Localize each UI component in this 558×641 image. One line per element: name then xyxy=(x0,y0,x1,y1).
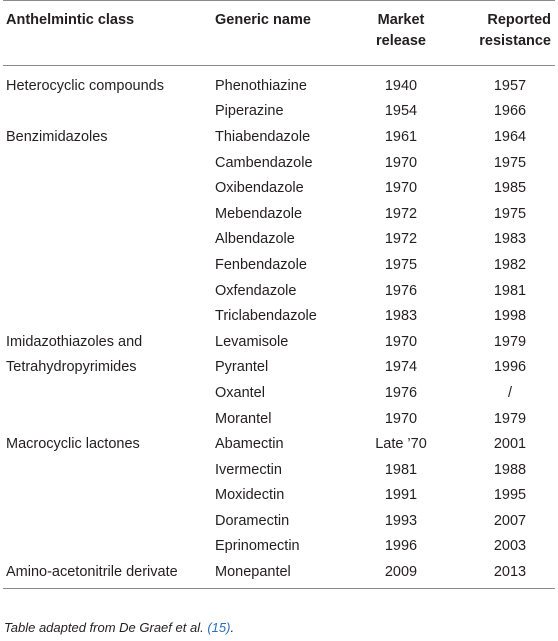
cell-reported-resistance: 1988 xyxy=(493,461,527,478)
cell-anthelmintic-class xyxy=(3,508,215,534)
cell-generic-name: Monepantel xyxy=(215,559,351,588)
cell-generic-name: Oxfendazole xyxy=(215,282,297,299)
cell-generic-name: Cambendazole xyxy=(215,154,313,171)
table-row xyxy=(3,559,555,588)
cell-generic-name: Morantel xyxy=(215,410,272,427)
table-row xyxy=(3,508,555,534)
header-reported-resistance-line1: Reported xyxy=(487,12,551,28)
cell-anthelmintic-class xyxy=(3,278,215,304)
cell-market-release: 1974 xyxy=(384,359,418,376)
cell-reported-resistance: 1983 xyxy=(493,231,527,248)
cell-market-release: 1970 xyxy=(384,410,418,427)
cell-anthelmintic-class xyxy=(3,99,215,125)
cell-reported-resistance: 2003 xyxy=(493,538,527,555)
cell-anthelmintic-class: Heterocyclic compounds xyxy=(6,77,164,94)
cell-market-release: 1970 xyxy=(384,154,418,171)
cell-anthelmintic-class xyxy=(3,252,215,278)
cell-market-release: 1975 xyxy=(384,256,418,273)
header-generic-name: Generic name xyxy=(215,1,351,66)
table-row xyxy=(3,355,555,381)
cell-generic-name: Triclabendazole xyxy=(215,308,317,325)
cell-reported-resistance: 1979 xyxy=(493,410,527,427)
cell-reported-resistance: 1957 xyxy=(493,77,527,94)
cell-generic-name: Thiabendazole xyxy=(215,128,311,145)
table-row xyxy=(3,252,555,278)
cell-reported-resistance: 1966 xyxy=(493,103,527,120)
cell-market-release: 1972 xyxy=(384,205,418,222)
cell-anthelmintic-class: Tetrahydropyrimides xyxy=(6,359,137,376)
header-row xyxy=(3,1,555,66)
cell-anthelmintic-class xyxy=(3,303,215,329)
cell-market-release: 1970 xyxy=(384,180,418,197)
cell-anthelmintic-class xyxy=(3,534,215,560)
cell-generic-name: Eprinomectin xyxy=(215,538,300,555)
table-body xyxy=(3,66,555,589)
cell-generic-name: Albendazole xyxy=(215,231,295,248)
cell-reported-resistance: 1998 xyxy=(493,308,527,325)
cell-reported-resistance: 1975 xyxy=(493,154,527,171)
table-row xyxy=(3,380,555,406)
cell-anthelmintic-class xyxy=(3,227,215,253)
cell-generic-name: Mebendazole xyxy=(215,205,303,222)
cell-reported-resistance: 1975 xyxy=(493,205,527,222)
table-row xyxy=(3,227,555,253)
table-row xyxy=(3,124,555,150)
cell-market-release: Late ’70 xyxy=(375,436,427,453)
cell-reported-resistance: 2007 xyxy=(493,512,527,529)
table-header xyxy=(3,1,555,66)
cell-market-release: 1940 xyxy=(384,77,418,94)
cell-generic-name: Abamectin xyxy=(215,436,284,453)
cell-market-release: 1981 xyxy=(384,461,418,478)
cell-reported-resistance: / xyxy=(507,384,513,401)
cell-anthelmintic-class xyxy=(3,457,215,483)
header-reported-resistance-line2: resistance xyxy=(479,33,551,49)
cell-market-release: 1996 xyxy=(384,538,418,555)
cell-generic-name: Piperazine xyxy=(215,103,284,120)
table-row xyxy=(3,303,555,329)
cell-generic-name: Fenbendazole xyxy=(215,256,307,273)
table-row xyxy=(3,483,555,509)
cell-reported-resistance: 1981 xyxy=(493,282,527,299)
caption-text: Table adapted from De Graef et al. xyxy=(4,620,208,635)
header-anthelmintic-class: Anthelmintic class xyxy=(3,1,215,66)
cell-anthelmintic-class: Macrocyclic lactones xyxy=(6,436,140,453)
cell-generic-name: Doramectin xyxy=(215,512,290,529)
cell-anthelmintic-class xyxy=(3,380,215,406)
cell-anthelmintic-class: Imidazothiazoles and xyxy=(6,333,143,350)
cell-anthelmintic-class xyxy=(3,201,215,227)
table-row xyxy=(3,329,555,355)
table-row xyxy=(3,431,555,457)
cell-market-release: 1976 xyxy=(384,282,418,299)
cell-anthelmintic-class: Amino-acetonitrile derivate xyxy=(3,559,215,588)
table-row xyxy=(3,534,555,560)
table-row xyxy=(3,99,555,125)
cell-generic-name: Oxibendazole xyxy=(215,180,304,197)
table-caption xyxy=(4,620,234,635)
cell-market-release: 1954 xyxy=(384,103,418,120)
header-market-release-line1: Market xyxy=(377,12,425,28)
cell-generic-name: Moxidectin xyxy=(215,487,285,504)
cell-anthelmintic-class xyxy=(3,150,215,176)
table-row xyxy=(3,457,555,483)
cell-market-release: 1993 xyxy=(384,512,418,529)
caption-reference-link[interactable]: (15) xyxy=(207,620,231,635)
cell-anthelmintic-class: Benzimidazoles xyxy=(6,128,108,145)
cell-reported-resistance: 2013 xyxy=(451,559,555,588)
cell-market-release: 1970 xyxy=(384,333,418,350)
cell-reported-resistance: 1964 xyxy=(493,128,527,145)
cell-market-release: 1983 xyxy=(384,308,418,325)
header-market-release-line2: release xyxy=(376,33,426,49)
cell-generic-name: Phenothiazine xyxy=(215,77,307,94)
table-row xyxy=(3,406,555,432)
anthelmintic-resistance-table xyxy=(3,0,555,589)
cell-reported-resistance: 1985 xyxy=(493,180,527,197)
cell-anthelmintic-class xyxy=(3,175,215,201)
header-market-release xyxy=(351,1,451,66)
table-row xyxy=(3,150,555,176)
cell-market-release: 2009 xyxy=(351,559,451,588)
table-row xyxy=(3,175,555,201)
cell-generic-name: Levamisole xyxy=(215,333,289,350)
cell-reported-resistance: 2001 xyxy=(493,436,527,453)
cell-market-release: 1972 xyxy=(384,231,418,248)
table-row xyxy=(3,66,555,99)
caption-suffix: . xyxy=(230,620,235,635)
table-row xyxy=(3,201,555,227)
cell-generic-name: Ivermectin xyxy=(215,461,282,478)
table-row xyxy=(3,278,555,304)
cell-market-release: 1961 xyxy=(384,128,418,145)
cell-generic-name: Oxantel xyxy=(215,384,265,401)
cell-market-release: 1976 xyxy=(384,384,418,401)
header-reported-resistance xyxy=(451,1,555,66)
cell-reported-resistance: 1995 xyxy=(493,487,527,504)
cell-market-release: 1991 xyxy=(384,487,418,504)
cell-anthelmintic-class xyxy=(3,483,215,509)
cell-reported-resistance: 1982 xyxy=(493,256,527,273)
cell-reported-resistance: 1979 xyxy=(493,333,527,350)
cell-reported-resistance: 1996 xyxy=(493,359,527,376)
cell-anthelmintic-class xyxy=(3,406,215,432)
cell-generic-name: Pyrantel xyxy=(215,359,269,376)
